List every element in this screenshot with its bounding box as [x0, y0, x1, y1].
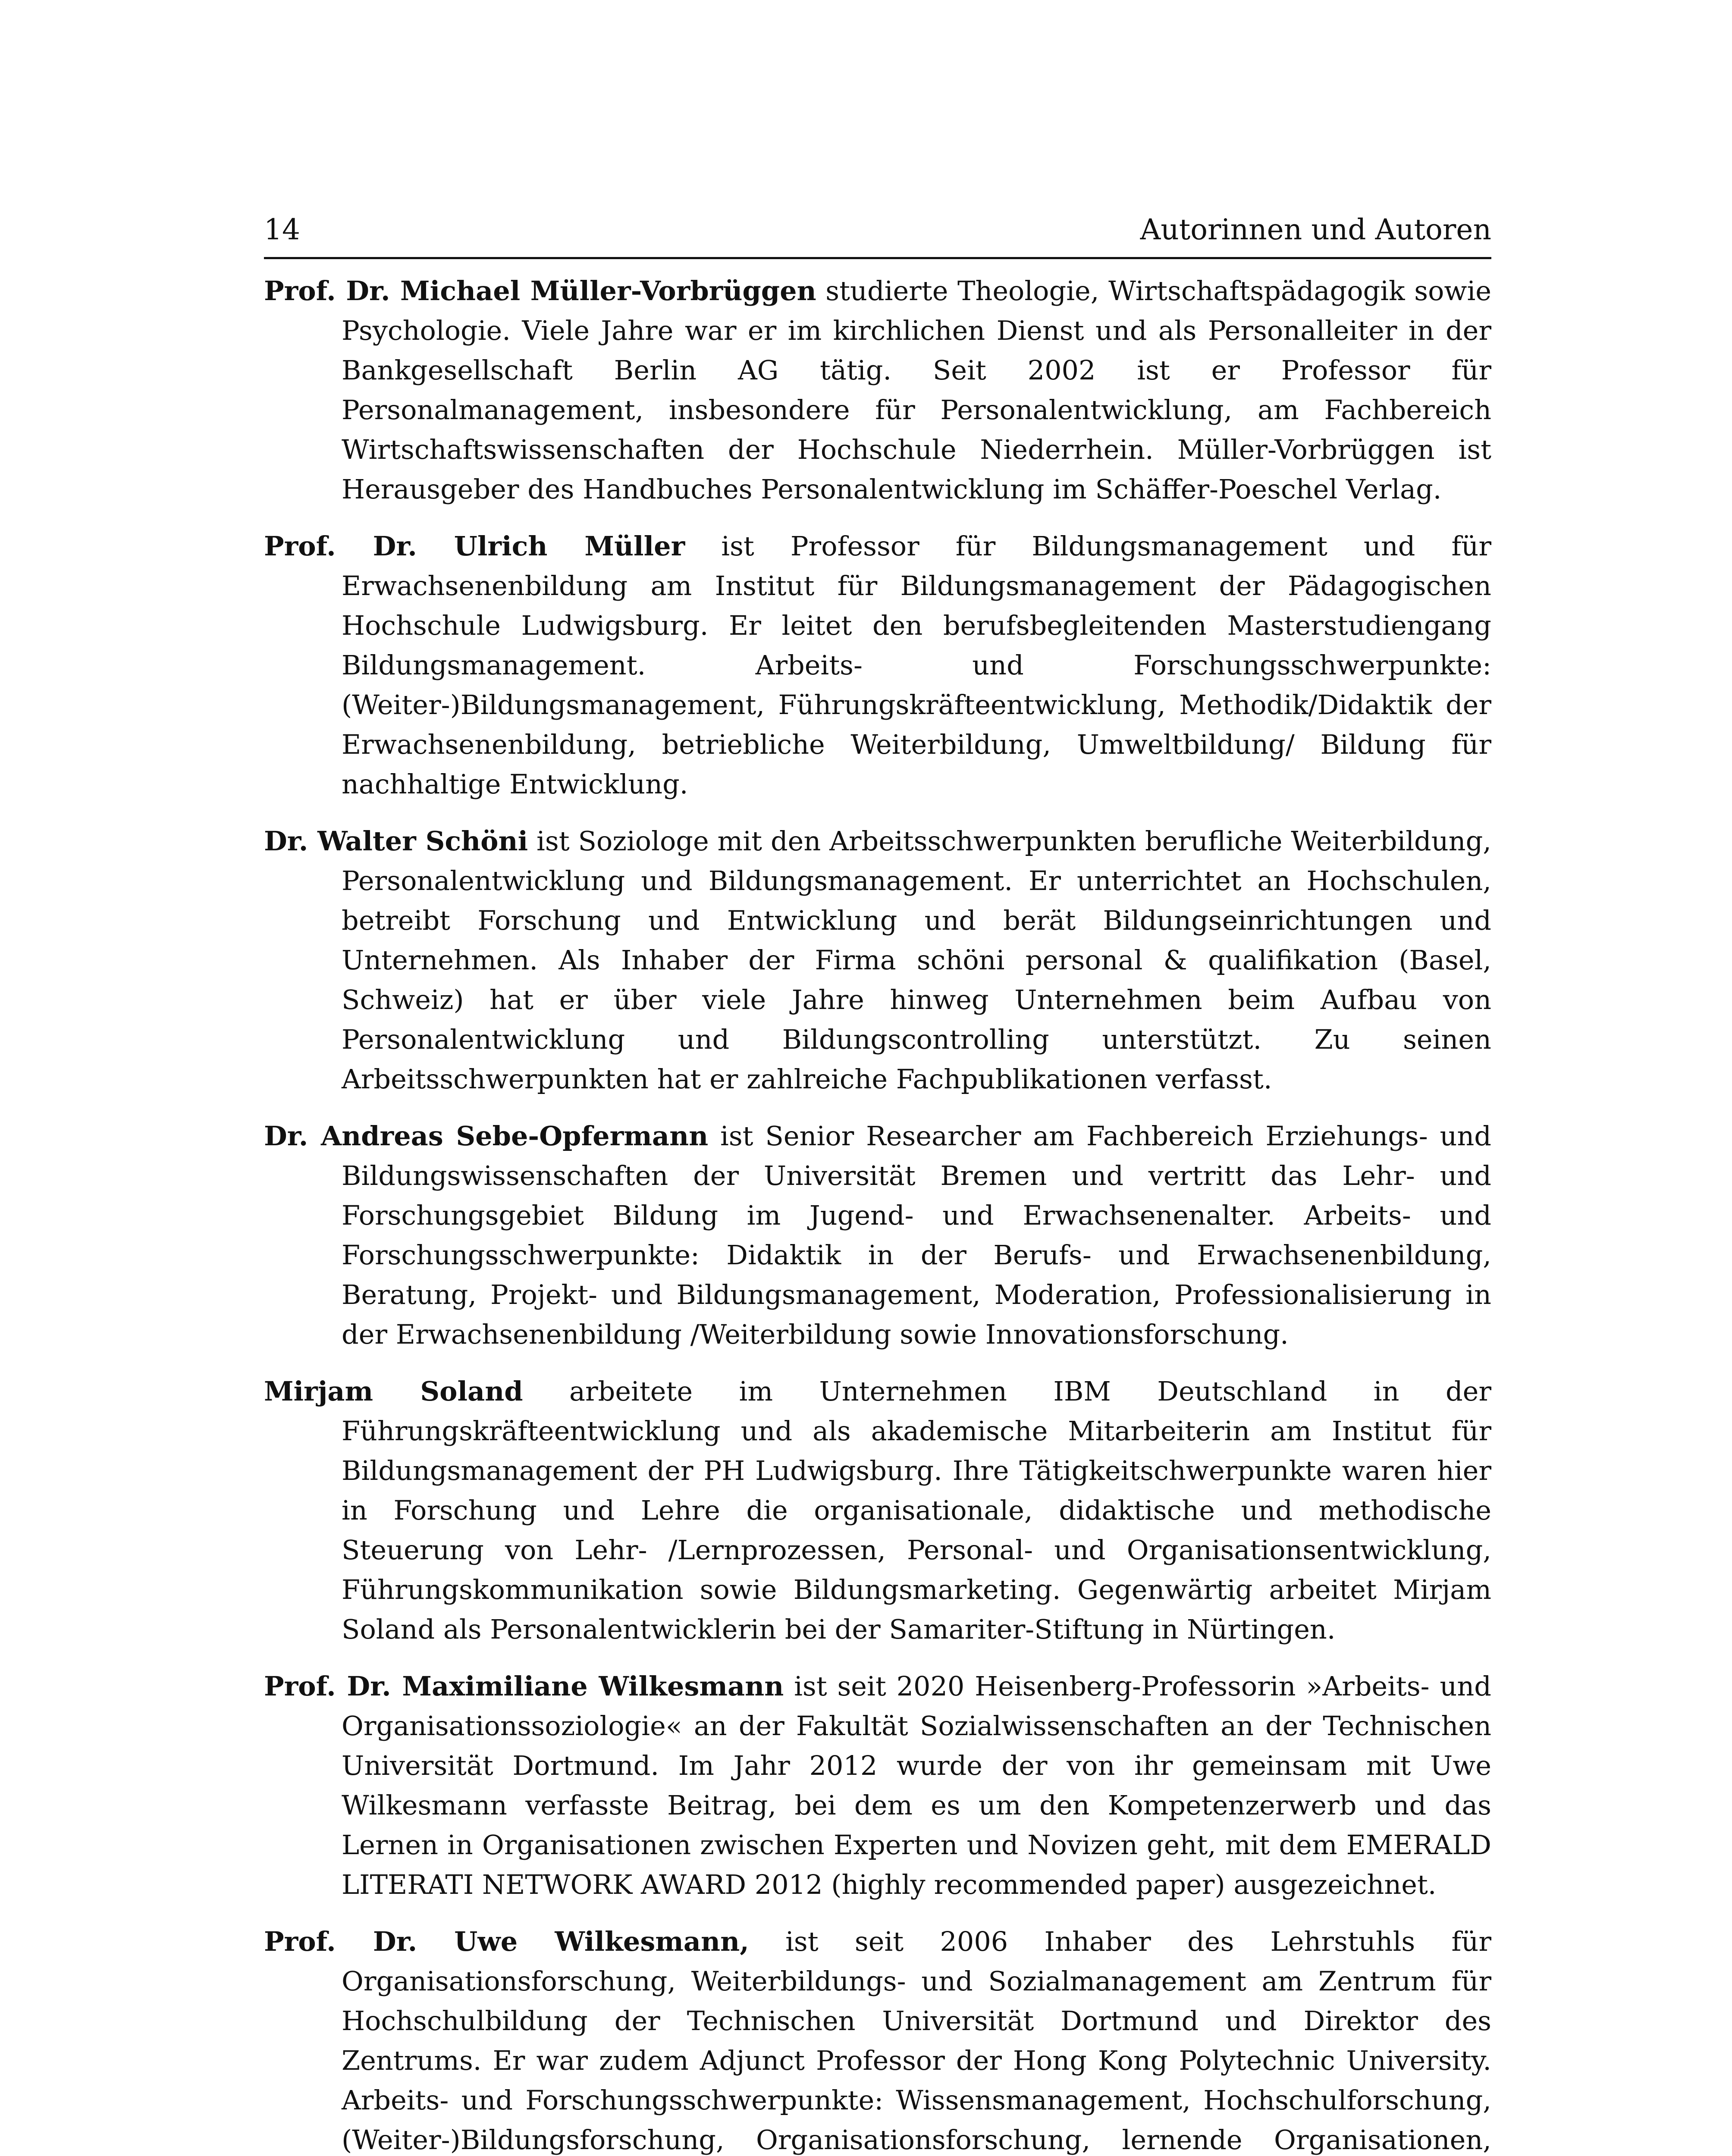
author-name: Prof. Dr. Uwe Wilkesmann,: [264, 1926, 749, 1957]
author-name: Prof. Dr. Ulrich Müller: [264, 530, 685, 562]
author-bio: arbeitete im Unternehmen IBM Deutschland in der Führungskräfteentwicklung und als akademische Mitarbeiterin am Institut für Bildungsmanagement der PH Ludwigsburg. Ihre Tätigkeitschwerpunkte waren hier in Forschung und Lehre die organisationale, didaktische und methodische Steuerung von Lehr- /Lernprozessen, Personal- und Organisationsentwicklung, Führungskommunikation sowie Bildungsmarketing. Gegenwärtig arbeitet Mirjam Soland als Personalentwicklerin bei der Samariter-Stiftung in Nürtingen.: [342, 1376, 1491, 1645]
author-entry: [264, 526, 1491, 804]
author-entry: [264, 821, 1491, 1099]
author-name: Prof. Dr. Michael Müller-Vorbrüggen: [264, 275, 816, 307]
author-list: [264, 271, 1491, 2156]
author-name: Dr. Andreas Sebe-Opfermann: [264, 1120, 709, 1152]
page: [264, 213, 1492, 2156]
page-number: 14: [264, 213, 300, 246]
author-entry: [264, 1667, 1491, 1905]
author-bio: ist Professor für Bildungsmanagement und für Erwachsenenbildung am Institut für Bildungsmanagement der Pädagogischen Hochschule Ludwigsburg. Er leitet den berufsbegleitenden Masterstudiengang Bildungsmanagement. Arbeits- und Forschungsschwerpunkte: (Weiter-)Bildungsmanagement, Führungskräfteentwicklung, Methodik/Didaktik der Erwachsenenbildung, betriebliche Weiterbildung, Umweltbildung/ Bildung für nachhaltige Entwicklung.: [342, 530, 1492, 800]
section-title: Autorinnen und Autoren: [1140, 213, 1491, 246]
author-bio: ist seit 2020 Heisenberg-Professorin »Arbeits- und Organisationssoziologie« an der Fakultät Sozialwissenschaften an der Technischen Universität Dortmund. Im Jahr 2012 wurde der von ihr gemeinsam mit Uwe Wilkesmann verfasste Beitrag, bei dem es um den Kompetenzerwerb und das Lernen in Organisationen zwischen Experten und Novizen geht, mit dem EMERALD LITERATI NETWORK AWARD 2012 (highly recommended paper) ausgezeichnet.: [342, 1670, 1491, 1900]
author-bio: ist Soziologe mit den Arbeitsschwerpunkten berufliche Weiterbildung, Personalentwicklung und Bildungsmanagement. Er unterrichtet an Hochschulen, betreibt Forschung und Entwicklung und berät Bildungseinrichtungen und Unternehmen. Als Inhaber der Firma schöni personal & qualifikation (Basel, Schweiz) hat er über viele Jahre hinweg Unternehmen beim Aufbau von Personalentwicklung und Bildungscontrolling unterstützt. Zu seinen Arbeitsschwerpunkten hat er zahlreiche Fachpublikationen verfasst.: [342, 825, 1492, 1095]
running-head: [264, 213, 1491, 259]
author-entry: [264, 271, 1491, 509]
author-name: Dr. Walter Schöni: [264, 825, 528, 857]
author-bio: studierte Theologie, Wirtschaftspädagogik sowie Psychologie. Viele Jahre war er im kirchlichen Dienst und als Personalleiter in der Bankgesellschaft Berlin AG tätig. Seit 2002 ist er Professor für Personalmanagement, insbesondere für Personalentwicklung, am Fachbereich Wirtschaftswissenschaften der Hochschule Niederrhein. Müller-Vorbrüggen ist Herausgeber des Handbuches Personalentwicklung im Schäffer-Poeschel Verlag.: [342, 275, 1491, 505]
author-name: Prof. Dr. Maximiliane Wilkesmann: [264, 1670, 784, 1702]
author-entry: [264, 1116, 1491, 1354]
author-entry: [264, 1922, 1491, 2156]
author-bio: ist Senior Researcher am Fachbereich Erziehungs- und Bildungswissenschaften der Universität Bremen und vertritt das Lehr- und Forschungsgebiet Bildung im Jugend- und Erwachsenenalter. Arbeits- und Forschungsschwerpunkte: Didaktik in der Berufs- und Erwachsenenbildung, Beratung, Projekt- und Bildungsmanagement, Moderation, Professionalisierung in der Erwachsenenbildung /Weiterbildung sowie Innovationsforschung.: [342, 1120, 1491, 1350]
author-entry: [264, 1372, 1491, 1649]
author-name: Mirjam Soland: [264, 1376, 523, 1407]
author-bio: ist seit 2006 Inhaber des Lehrstuhls für Organisationsforschung, Weiterbildungs- und Sozialmanagement am Zentrum für Hochschulbildung der Technischen Universität Dortmund und Direktor des Zentrums. Er war zudem Adjunct Professor der Hong Kong Polytechnic University. Arbeits- und Forschungsschwerpunkte: Wissensmanagement, Hochschulforschung, (Weiter-)Bildungsforschung, Organisationsforschung, lernende Organisationen,: [342, 1926, 1492, 2156]
